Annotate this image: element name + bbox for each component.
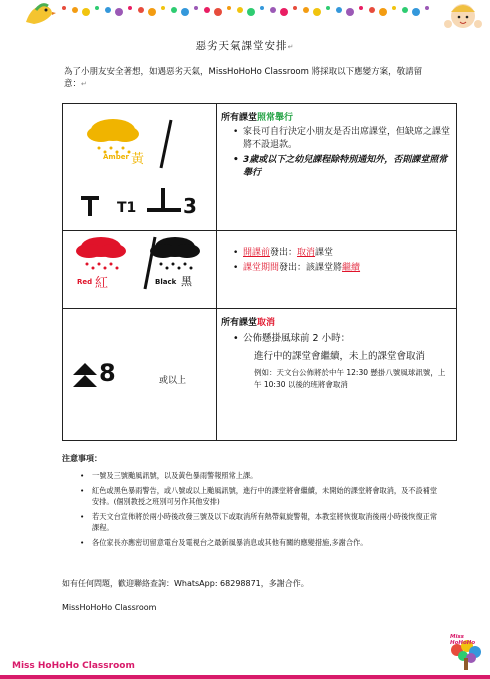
decor-dot bbox=[204, 7, 210, 13]
t8-example-note: 例如：天文台公佈將於中午 12:30 懸掛八號風球訊號，上午 10:30 以後的班將會取消 bbox=[254, 368, 446, 389]
signal-t8-label: 8 bbox=[99, 359, 116, 387]
decor-dot bbox=[115, 8, 123, 16]
decor-dot bbox=[194, 6, 198, 10]
decor-dot bbox=[247, 8, 255, 16]
decor-dot bbox=[359, 6, 363, 10]
decor-dot bbox=[270, 7, 276, 13]
list-item: • 一號及三號颱風訊號，以及黃色暴雨警報照常上課。 bbox=[80, 470, 440, 482]
decor-dot bbox=[260, 6, 264, 10]
list-item: • 公佈懸掛風球前 2 小時： bbox=[233, 331, 452, 346]
red-label-en: Red bbox=[77, 278, 93, 286]
decor-dot bbox=[346, 8, 354, 16]
decor-dot bbox=[379, 8, 387, 16]
decor-dot bbox=[95, 6, 99, 10]
decor-dot bbox=[392, 6, 396, 10]
table-row-t8 bbox=[63, 309, 457, 441]
list-item: • 家長可自行決定小朋友是否出席課堂，但缺席之課堂將不設退款。 bbox=[233, 126, 452, 152]
intro-paragraph: 為了小朋友安全著想，如遇惡劣天氣，MissHoHoHo Classroom 將採取以下應變方案，敬請留意：↵ bbox=[64, 67, 423, 89]
signal-t3-label: 3 bbox=[183, 194, 197, 218]
decor-dot bbox=[181, 8, 189, 16]
baby-illustration bbox=[440, 0, 486, 34]
red-label-zh: 紅 bbox=[95, 276, 109, 291]
list-item: • 若天文台宣佈將於兩小時後改發三號及以下或取消所有熱帶氣旋警報，本教室將恢復取消後兩小時後恢復正常課程。 bbox=[80, 511, 440, 534]
decor-dot bbox=[72, 7, 78, 13]
decor-dot bbox=[303, 7, 309, 13]
signal-t1-label: T1 bbox=[117, 200, 137, 216]
list-item: • 3歲或以下之幼兒課程除特別通知外，否則課堂照常舉行 bbox=[233, 154, 452, 180]
list-item: • 紅色或黑色暴雨警告，或八號或以上颱風訊號，進行中的課堂將會繼續，未開始的課堂將會取消，及不設補堂安排。(個別教授之班別可另作其他安排) bbox=[80, 485, 440, 508]
decor-dot bbox=[128, 6, 132, 10]
list-item: • 課堂期間發出：該課堂將繼續 bbox=[233, 262, 452, 275]
amber-label-en: Amber bbox=[103, 153, 129, 161]
decor-dot bbox=[161, 6, 165, 10]
signal-icons-t8 bbox=[63, 309, 217, 441]
amber-t1-t3-instructions bbox=[217, 104, 457, 231]
contact-line: 如有任何問題，歡迎聯絡查詢：WhatsApp: 68298871，多謝合作。 bbox=[62, 579, 309, 588]
decor-dot bbox=[82, 8, 90, 16]
signal-icons-red-black bbox=[63, 231, 217, 309]
red-black-instructions bbox=[217, 231, 457, 309]
row3-heading: 所有課堂取消 bbox=[221, 318, 276, 328]
footer-divider bbox=[0, 675, 490, 679]
decor-dot bbox=[369, 7, 375, 13]
table-row-red-black bbox=[63, 231, 457, 309]
document-title: 惡劣天氣課堂安排↵ bbox=[195, 40, 295, 52]
notes-title: 注意事項： bbox=[62, 454, 102, 463]
footer-brand: Miss HoHoHo Classroom bbox=[12, 661, 135, 671]
black-label-zh: 黑 bbox=[181, 275, 192, 288]
decor-dot bbox=[214, 8, 222, 16]
t8-signal-icon bbox=[63, 309, 216, 436]
t8-body-text: 進行中的課堂會繼續，未上的課堂會取消 bbox=[254, 351, 426, 362]
decor-dot bbox=[425, 6, 429, 10]
decor-dot bbox=[326, 6, 330, 10]
decor-dot bbox=[293, 6, 297, 10]
list-item: • 開課前發出：取消課堂 bbox=[233, 247, 452, 260]
notes-list bbox=[80, 470, 440, 551]
amber-label-zh: 黃 bbox=[131, 152, 145, 167]
decor-dot bbox=[62, 6, 66, 10]
decor-dot bbox=[313, 8, 321, 16]
decor-dot bbox=[237, 7, 243, 13]
weather-policy-table bbox=[62, 103, 457, 441]
black-label-en: Black bbox=[155, 278, 177, 286]
decor-dot bbox=[105, 7, 111, 13]
row1-heading: 所有課堂照常舉行 bbox=[221, 113, 294, 123]
decor-dot bbox=[171, 7, 177, 13]
decor-dot bbox=[138, 7, 144, 13]
signature: MissHoHoHo Classroom bbox=[62, 603, 157, 612]
decor-dot bbox=[402, 7, 408, 13]
decor-dot bbox=[280, 8, 288, 16]
colored-dots-decoration bbox=[58, 2, 438, 18]
decor-dot bbox=[412, 8, 420, 16]
table-row-amber-t1-t3 bbox=[63, 104, 457, 231]
bird-illustration bbox=[22, 0, 56, 30]
red-black-rain-icon bbox=[63, 231, 216, 304]
decor-dot bbox=[148, 8, 156, 16]
signal-icons-amber-t1-t3 bbox=[63, 104, 217, 231]
list-item: • 各位家長亦應密切留意電台及電視台之最新風暴消息或其他有關的應變措施,多謝合作。 bbox=[80, 537, 440, 549]
decor-dot bbox=[227, 6, 231, 10]
t8-instructions bbox=[217, 309, 457, 441]
logo-text: Miss HoHoHo bbox=[450, 634, 476, 646]
or-above-label: 或以上 bbox=[159, 376, 187, 386]
decor-dot bbox=[336, 7, 342, 13]
